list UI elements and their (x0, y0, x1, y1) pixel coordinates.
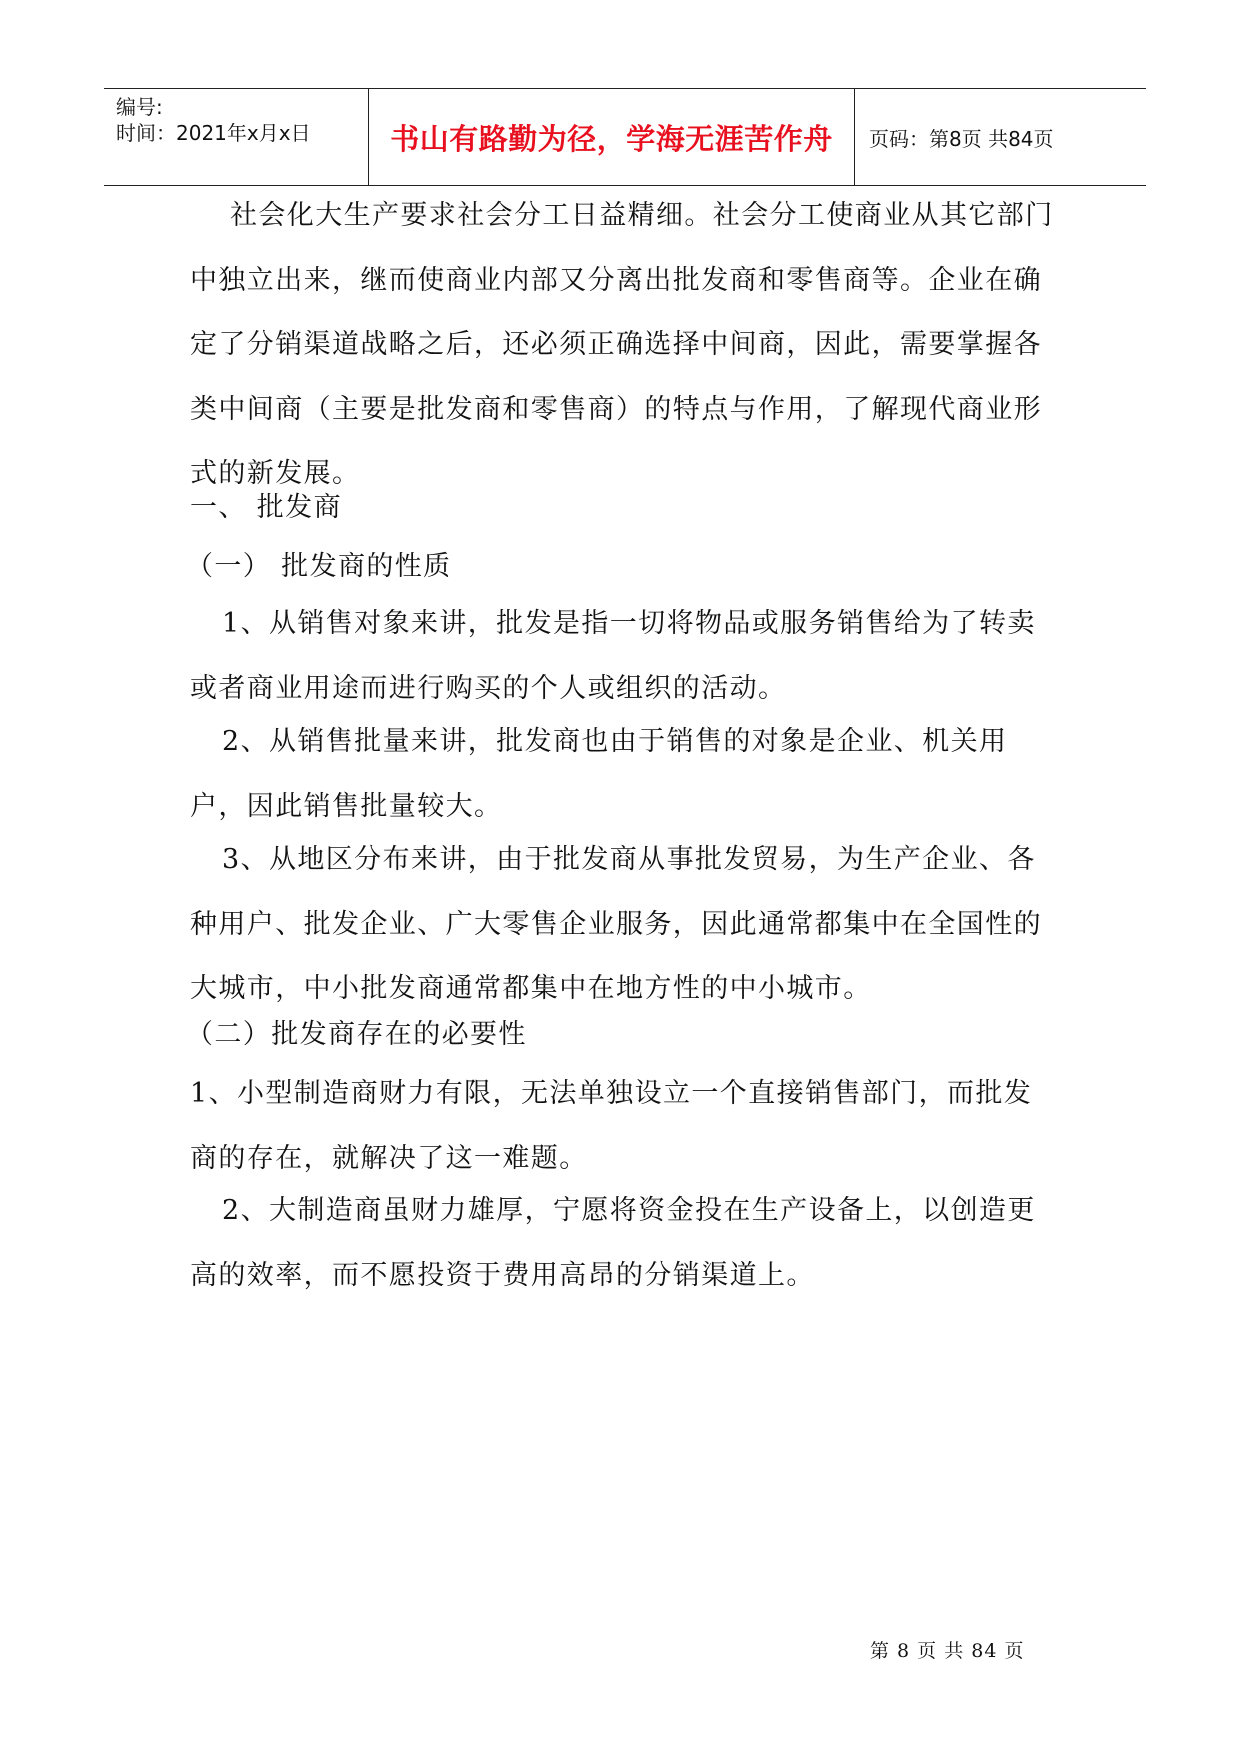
list-item-2: 2、从销售批量来讲，批发商也由于销售的对象是企业、机关用户，因此销售批量较大。 (190, 726, 1008, 822)
header-meta-cell (104, 89, 369, 185)
list-item-3: 3、从地区分布来讲，由于批发商从事批发贸易，为生产企业、各种用户、批发企业、广大零售企业服务，因此通常都集中在全国性的大城市，中小批发商通常都集中在地方性的中小城市。 (190, 844, 1042, 1004)
motto-text: 书山有路勤为径，学海无涯苦作舟 (390, 121, 833, 156)
intro-paragraph: 社会化大生产要求社会分工日益精细。社会分工使商业从其它部门中独立出来，继而使商业内部又分离出批发商和零售商等。企业在确定了分销渠道战略之后，还必须正确选择中间商，因此，需要掌握各类中间商（主要是批发商和零售商）的特点与作用，了解现代商业形式的新发展。 (190, 200, 1054, 489)
section-heading-wholesaler: 一、 批发商 (190, 492, 342, 523)
list-item-5: 2、大制造商虽财力雄厚，宁愿将资金投在生产设备上，以创造更高的效率，而不愿投资于费用高昂的分销渠道上。 (190, 1195, 1036, 1291)
subsection-heading-necessity: （二）批发商存在的必要性 (186, 1019, 527, 1050)
serial-number-label: 编号: (116, 95, 163, 119)
page-header (104, 88, 1146, 186)
list-item-4: 1、小型制造商财力有限，无法单独设立一个直接销售部门，而批发商的存在，就解决了这一难题。 (190, 1078, 1033, 1174)
header-page-info: 页码：第8页 共84页 (869, 126, 1054, 151)
time-label: 时间：2021年x月x日 (116, 121, 311, 145)
header-motto-cell (369, 89, 855, 185)
list-item-1: 1、从销售对象来讲，批发是指一切将物品或服务销售给为了转卖或者商业用途而进行购买的个人或组织的活动。 (190, 608, 1036, 704)
subsection-heading-nature: （一） 批发商的性质 (186, 551, 452, 582)
page-footer: 第 8 页 共 84 页 (870, 1640, 1025, 1662)
header-page-cell (855, 89, 1146, 185)
